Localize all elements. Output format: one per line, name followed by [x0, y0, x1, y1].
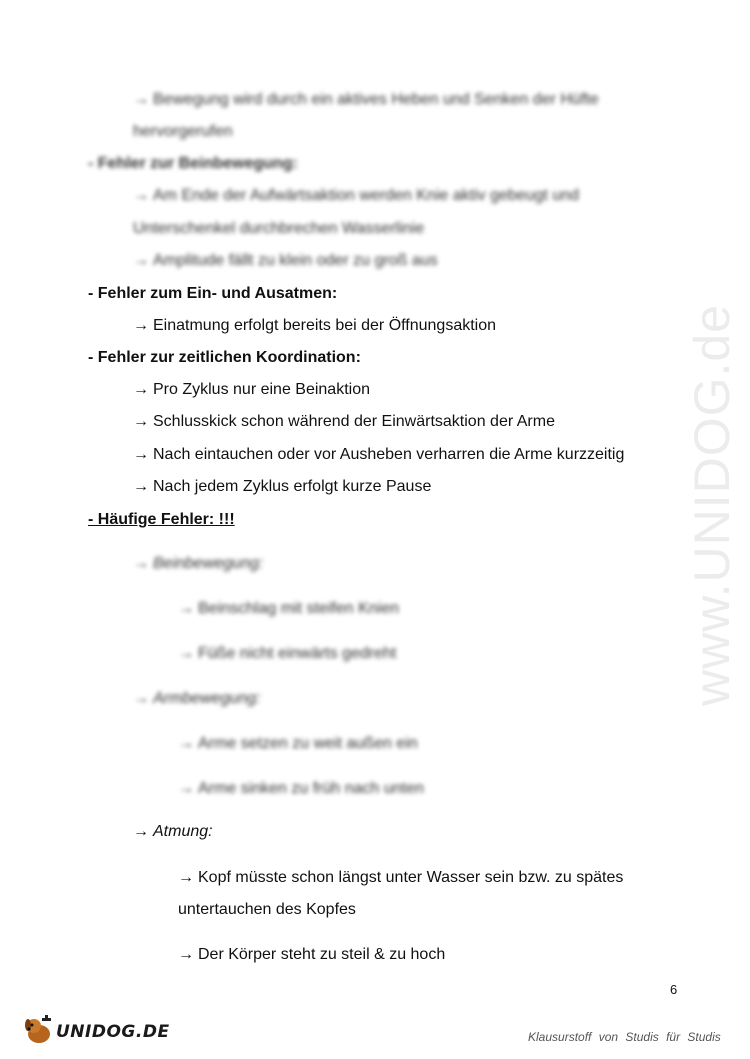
- text-line: [133, 380, 370, 400]
- text-line: [178, 868, 623, 888]
- text-line: [178, 945, 445, 965]
- arrow-icon: →: [133, 446, 149, 463]
- text-line: [133, 445, 624, 465]
- arrow-icon: →: [133, 413, 149, 430]
- line-text: Unterschenkel durchbrechen Wasserlinie: [133, 220, 425, 237]
- line-text: Armbewegung:: [153, 690, 261, 707]
- arrow-icon: →: [178, 780, 194, 797]
- line-text: Bewegung wird durch ein aktives Heben und Senken der Hüfte: [153, 91, 599, 108]
- text-line: [133, 316, 496, 336]
- dog-icon: [22, 1012, 58, 1048]
- text-line: [178, 599, 399, 619]
- text-line: [133, 412, 555, 432]
- watermark: www.UNIDOG.de: [684, 304, 740, 706]
- line-text: Nach jedem Zyklus erfolgt kurze Pause: [153, 478, 432, 495]
- text-line: [133, 554, 263, 574]
- line-text: - Häufige Fehler: !!!: [88, 511, 235, 528]
- arrow-icon: →: [178, 735, 194, 752]
- text-line: [133, 822, 213, 842]
- line-text: - Fehler zur Beinbewegung:: [88, 155, 298, 172]
- text-line: [178, 779, 424, 799]
- line-text: Kopf müsste schon längst unter Wasser sein bzw. zu spätes: [198, 869, 624, 886]
- text-line: [88, 348, 361, 368]
- line-text: Füße nicht einwärts gedreht: [198, 645, 397, 662]
- text-line: [133, 90, 599, 110]
- text-line: [133, 251, 438, 271]
- text-line: [178, 644, 396, 664]
- arrow-icon: →: [133, 187, 149, 204]
- text-line: [133, 219, 424, 239]
- arrow-icon: →: [133, 478, 149, 495]
- arrow-icon: →: [133, 252, 149, 269]
- arrow-icon: →: [133, 317, 149, 334]
- footer-tagline: Klausurstoff von Studis für Studis: [528, 1030, 721, 1044]
- text-line: [133, 689, 261, 709]
- line-text: Der Körper steht zu steil & zu hoch: [198, 946, 446, 963]
- text-line: [178, 900, 356, 920]
- line-text: - Fehler zur zeitlichen Koordination:: [88, 349, 361, 366]
- line-text: Beinbewegung:: [153, 555, 264, 572]
- line-text: Am Ende der Aufwärtsaktion werden Knie aktiv gebeugt und: [153, 187, 580, 204]
- unidog-logo: [22, 1012, 170, 1048]
- logo-text: UNIDOG.DE: [56, 1022, 170, 1042]
- line-text: Arme sinken zu früh nach unten: [198, 780, 424, 797]
- arrow-icon: →: [133, 823, 149, 840]
- arrow-icon: →: [178, 869, 194, 886]
- line-text: hervorgerufen: [133, 123, 233, 140]
- arrow-icon: →: [133, 690, 149, 707]
- line-text: Einatmung erfolgt bereits bei der Öffnungsaktion: [153, 317, 497, 334]
- text-line: [133, 122, 233, 142]
- line-text: Pro Zyklus nur eine Beinaktion: [153, 381, 370, 398]
- text-line: [88, 284, 337, 304]
- line-text: Amplitude fällt zu klein oder zu groß aus: [153, 252, 438, 269]
- text-line: [178, 734, 418, 754]
- line-text: Nach eintauchen oder vor Ausheben verharren die Arme kurzzeitig: [153, 446, 625, 463]
- line-text: - Fehler zum Ein- und Ausatmen:: [88, 285, 338, 302]
- line-text: untertauchen des Kopfes: [178, 901, 356, 918]
- text-line: [133, 186, 579, 206]
- arrow-icon: →: [178, 946, 194, 963]
- arrow-icon: →: [133, 91, 149, 108]
- page-number: 6: [670, 982, 678, 997]
- text-line: [88, 510, 235, 530]
- text-line: [133, 477, 431, 497]
- line-text: Beinschlag mit steifen Knien: [198, 600, 399, 617]
- line-text: Arme setzen zu weit außen ein: [198, 735, 418, 752]
- line-text: Schlusskick schon während der Einwärtsaktion der Arme: [153, 413, 555, 430]
- arrow-icon: →: [133, 555, 149, 572]
- arrow-icon: →: [178, 600, 194, 617]
- text-line: [88, 154, 298, 174]
- arrow-icon: →: [133, 381, 149, 398]
- line-text: Atmung:: [153, 823, 213, 840]
- arrow-icon: →: [178, 645, 194, 662]
